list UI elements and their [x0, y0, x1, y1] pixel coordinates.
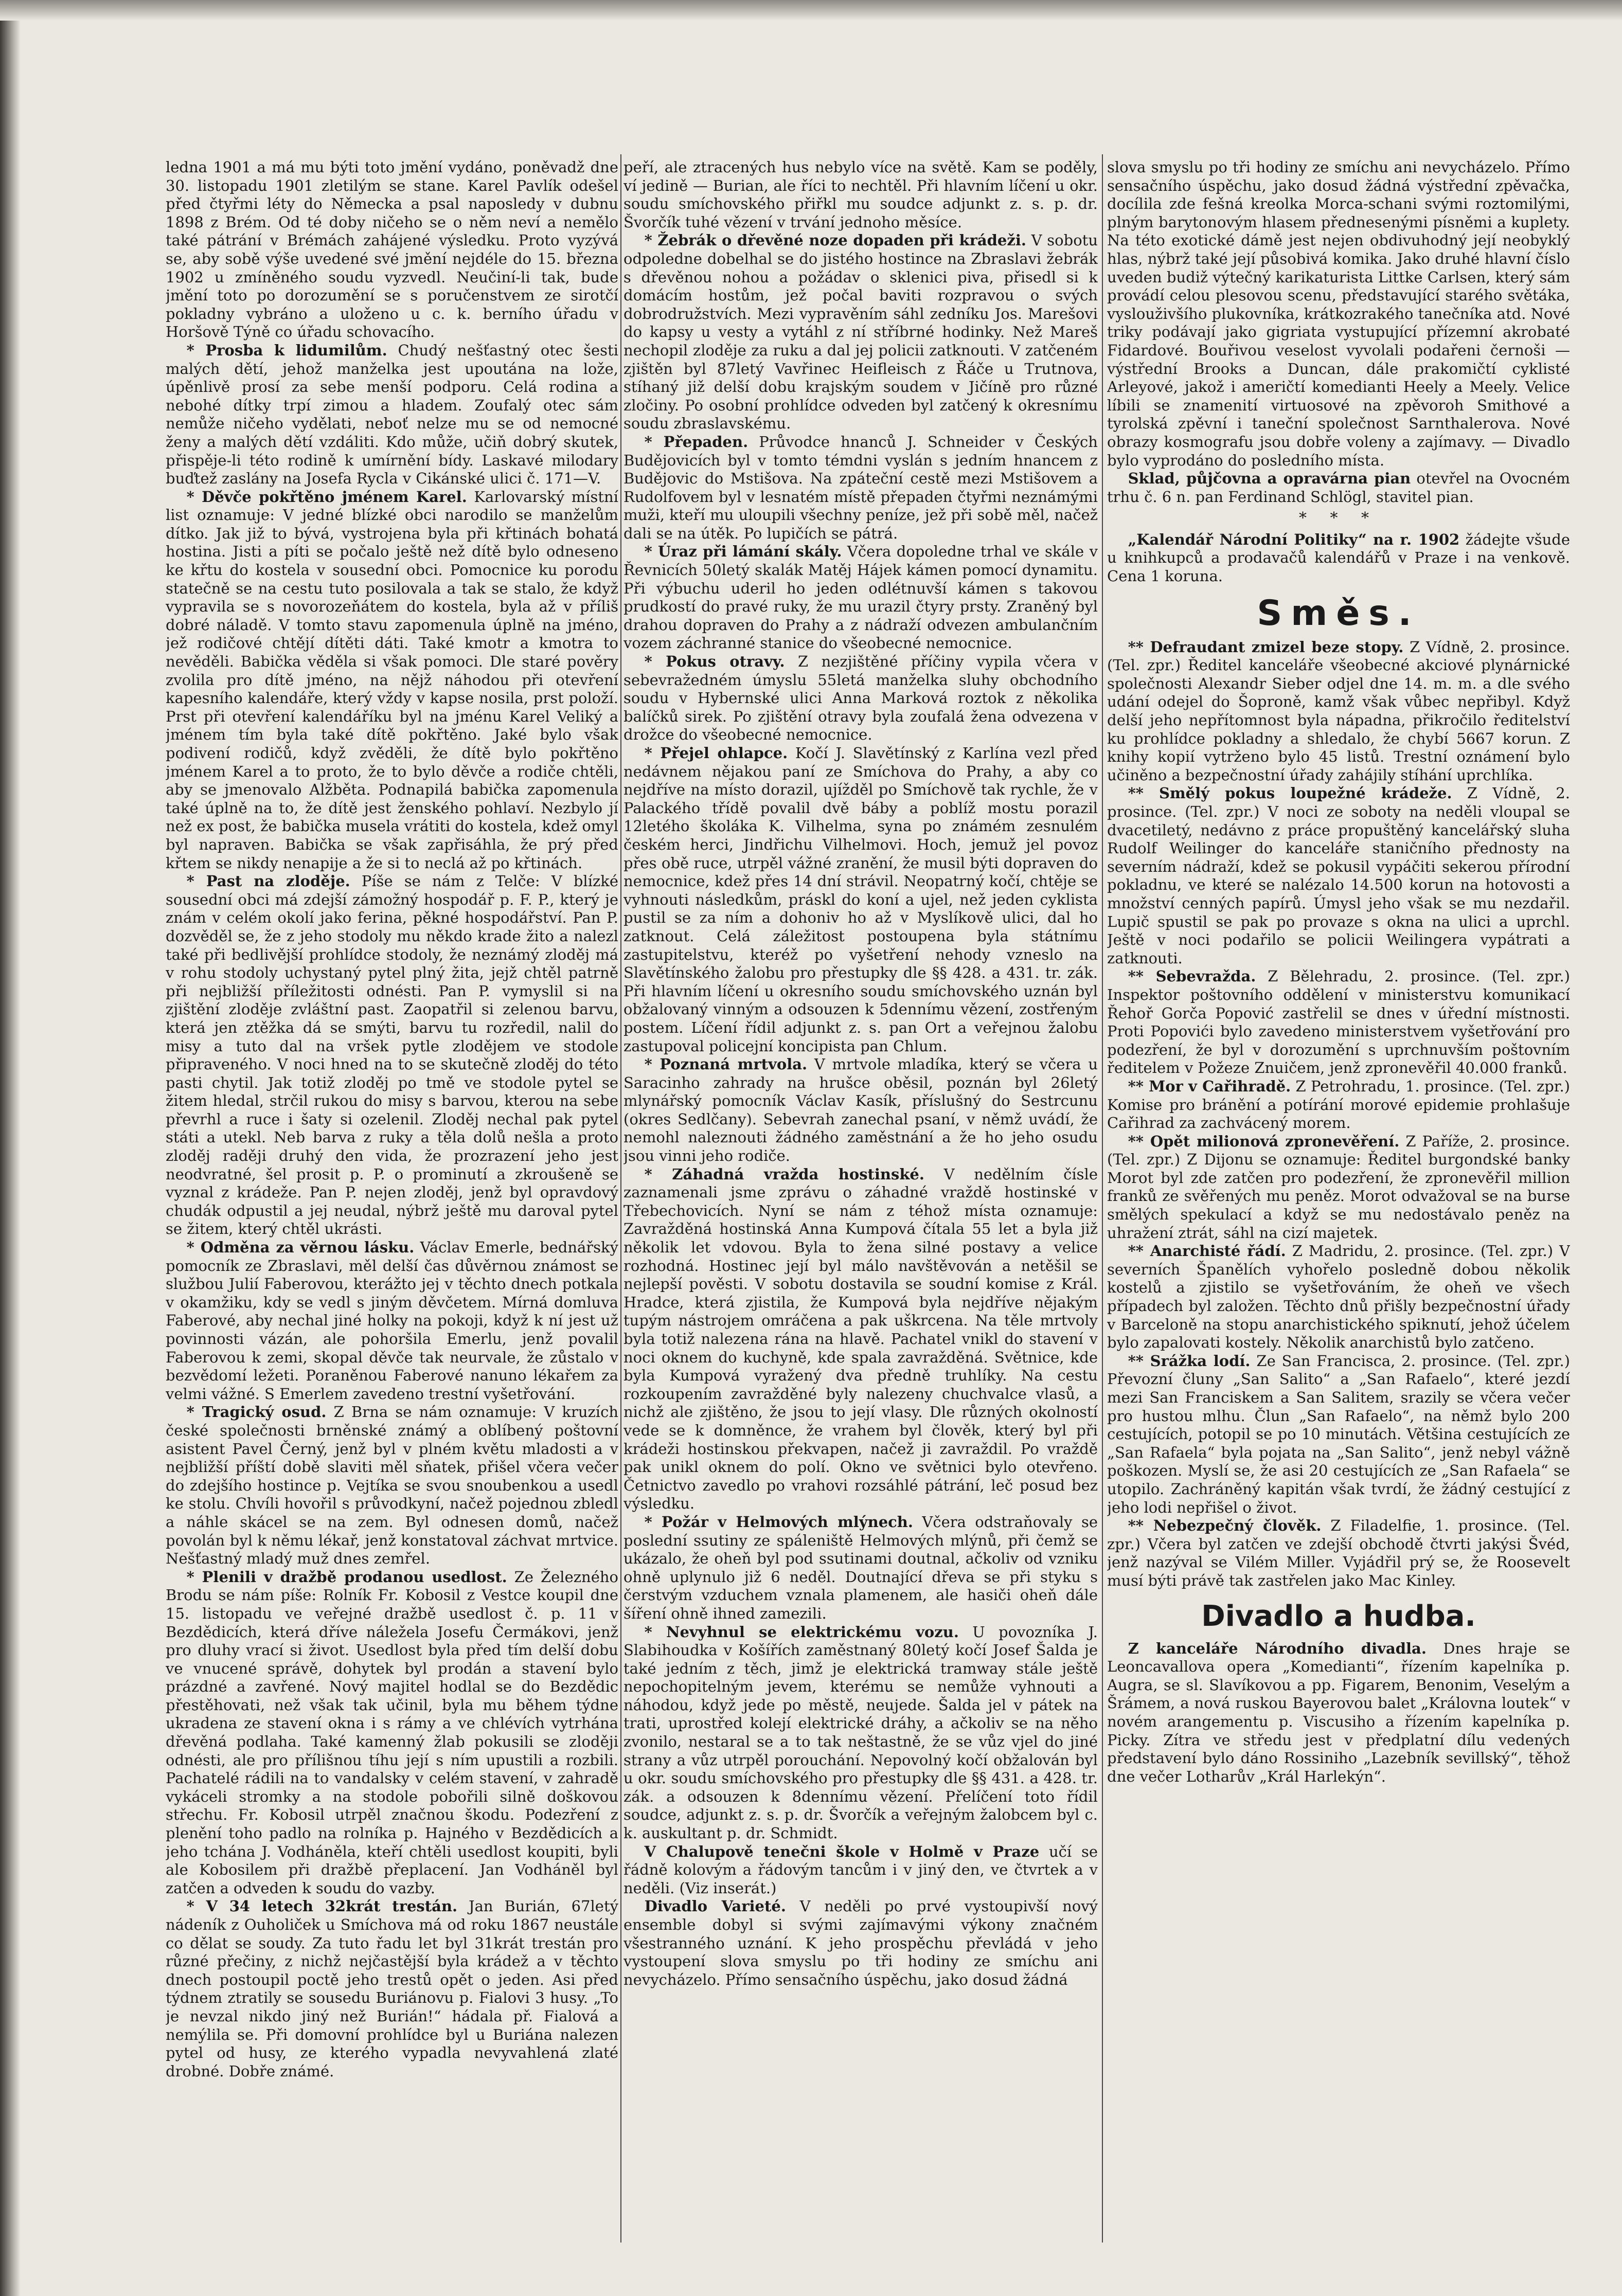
scan-top-edge — [0, 0, 1622, 21]
article-headline: Z kanceláře Národního divadla. — [1128, 1639, 1427, 1657]
article-headline: ** Srážka lodí. — [1128, 1352, 1251, 1370]
article-prejel — [623, 744, 1098, 1055]
article-text: Průvodce hnanců J. Schneider v Českých Budějovicích byl v tomto témdni vyslán s jedním hnancem z Budějovic do Mstišova. Na zpáteční cestě mezi Mstišovem a Rudolfovem byl v lesnatém místě přepaden čtyřmi neznámými muži, kteří mu uloupili všechny peníze, jež při sobě měl, načež dali se na útěk. Po lupičích se pátrá. — [623, 433, 1098, 542]
article-taneční-skola — [623, 1843, 1098, 1898]
column-rule-1 — [620, 154, 621, 2243]
article-headline: ** Defraudant zmizel beze stopy. — [1128, 638, 1404, 656]
article-headline: * Přejel ohlapce. — [644, 744, 788, 762]
article-paragraph: slova smyslu po tři hodiny ze smíchu ani nevycházelo. Přímo sensačního úspěchu, jako dosud žádná výstřední zpěvačka, docílila zde fešná kreolka Morca-schani svými roztomilými, plným barytonovým hlasem přednesenými písněmi a kuplety. Na této exotické dámě jest nejen obdivuhodný její neobyklý hlas, nýbrž také její působivá komika. Jako druhé hlavní číslo uveden budiž výtečný karikaturista Littke Carlsen, který sám provádí celou plesovou scenu, představující starého světáka, vyslouživšího plukovníka, krátkozrakého tanečníka atd. Nové triky podávají jako gigriata vystupující přízemní akrobaté Fidardové. Bouřivou veselost vyvolali podařeni černoši — výstřední Brooks a Duncan, dále prakomičtí cyklisté Arleyové, jakož i američtí komedianti Heely a Meely. Velice líbili se znamenití virtuosové na zpěvoroh Smithové a tyrolská zpěvní i taneční společnost Sarnthalerova. Nové obrazy kosmografu jsou dobře voleny a zajímavy. — Divadlo bylo vyprodáno do posledního místa. — [1107, 158, 1570, 469]
article-headline: * Past na zloděje. — [186, 872, 350, 890]
article-headline: ** Mor v Cařihradě. — [1128, 1077, 1291, 1095]
article-zebrak — [623, 231, 1098, 433]
article-headline: ** Sebevražda. — [1128, 967, 1256, 985]
article-defraudant — [1107, 638, 1570, 785]
article-text: Z Vídně, 2. prosince. (Tel. zpr.) Ředitel kanceláře všeobecné akciové plynárnické společnosti Alexandr Sieber odjel dne 14. m. m. a dle svého udání odejel do Šoproně, kamž však vůbec nepřibyl. Když delší jeho nepřítomnost byla nápadna, přikročilo ředitelství ku prohlídce pokladny a shledalo, že chybí 5667 korun. Z knihy kopií vytrženo bylo 45 listů. Trestní oznámení bylo učiněno a bezpečnostní úřady zahájily stíhání uprchlíka. — [1107, 638, 1570, 784]
article-text: V sobotu odpoledne dobelhal se do jistého hostince na Zbraslavi žebrák s dřevěnou nohou a požádav o sklenici piva, přisedl si k domácím hostům, jež počal baviti rozpravou o svých dobrodružstvích. Mezi vypravěním sáhl zedníku Jos. Marešovi do kapsy u vesty a vytáhl z ní stříbrné hodinky. Než Mareš nechopil zloděje za ruku a dal jej policii zatknouti. V zatčeném zjištěn byl 87letý Vavřinec Heifleisch z Řáče u Trutnova, stíhaný již delší dobu krajským soudem v Jičíně pro různé zločiny. Po osobní prohlídce odveden byl zatčený k okresnímu soudu zbraslavskému. — [623, 231, 1098, 433]
article-odmena — [166, 1239, 618, 1403]
article-headline: * Pokus otravy. — [644, 653, 785, 671]
article-text: Ze Železného Brodu se nám píše: Rolník Fr. Kobosil z Vestce koupil dne 15. listopadu ve veřejné dražbě usedlost č. p. 11 v Bezdědicích, která dříve náležela Josefu Čermákovi, jenž pro dluhy vrací si život. Usedlost byla před tím delší dobu ve vnucené správě, dohytek byl prodán a stavení bylo prázdné a zavřené. Nový majitel hodlal se do Bezdědic přestěhovati, než však tak učinil, byla mu během týdne ukradena ze stavení okna i s rámy a ve chlévích vytrhána dřevěná podlaha. Také kamenný žlab pokusili se zloději odnésti, ale pro přílišnou tíhu její s ním upustili a rozbili. Pachatelé rádili na to vandalsky v celém stavení, v zahradě vykáceli stromky a na stodole pobořili silně doškovou střechu. Fr. Kobosil utrpěl značnou škodu. Podezření z plenění toho padlo na rolníka p. Hajného v Bezdědicích a jeho tchána J. Vodháněla, kteří chtěli usedlost koupiti, byli ale Kobosilem při dražbě přeplacení. Jan Vodháněl byl zatčen a odveden k soudu do vazby. — [166, 1568, 618, 1897]
article-srazka — [1107, 1352, 1570, 1517]
article-headline: * V 34 letech 32krát trestán. — [186, 1897, 458, 1915]
article-zpronevera — [1107, 1133, 1570, 1243]
article-headline: * Úraz při lámání skály. — [644, 543, 842, 561]
column-1 — [166, 158, 618, 2236]
article-text: V nedělním čísle zaznamenali jsme zprávu o záhadné vraždě hostinské v Třebechovicích. Nyní se nám z téhož místa oznamuje: Zavražděná hostinská Anna Kumpová čítala 55 let a byla již několik let vdovou. Byla to žena silné postavy a velice rozhodná. Hostinec její byl málo navštěvován a netěšil se nejlepší pověsti. V sobotu dostavila se soudní komise z Král. Hradce, která zjistila, že Kumpová byla nejdříve nějakým tupým nástrojem omráčena a pak uškrcena. Na těle mrtvoly byla totiž nalezena rána na hlavě. Pachatel vnikl do stavení v noci oknem do kuchyně, kde spala zavražděná. Světnice, kde byla Kumpová vyražený dva předně truhlíky. Na cestu rozkoupením zavražděné byly nalezeny chuchvalce vlasů, a nichž ale zjištěno, že jsou to její vlasy. Dle různých okolností vede se k domněnce, že vrahem byl člověk, který byl při krádeži hostinskou překvapen, načež ji zavraždil. Po vraždě pak unikl oknem do polí. Okno ve světnici bylo otevřeno. Četnictvo zavedlo po vrahovi rozsáhlé pátrání, leč posud bez výsledku. — [623, 1165, 1098, 1513]
article-sebevrazda — [1107, 967, 1570, 1078]
article-text: učí se řádně kolovým a řádovým tancům i v jiný den, ve čtvrtek a v neděli. (Viz inserát.) — [623, 1842, 1098, 1897]
article-text: Kočí J. Slavětínský z Karlína vezl před nedávnem nějakou paní ze Smíchova do Prahy, a aby co nejdříve na místo dorazil, ujížděl po Smíchově tak rychle, že v Palackého třídě povalil dvě báby a poblíž mostu porazil 12letého školáka K. Vilhelma, syna po známém zesnulém českém herci, Jindřichu Vilhelmovi. Hoch, jemuž jel povoz přes obě ruce, utrpěl vážné zranění, že musil býti dopraven do nemocnice, kdež přes 14 dní strávil. Neopatrný kočí, chtěje se vyhnouti následkům, práskl do koní a ujel, než jeden cyklista pustil se za ním a dohoniv ho až v Myslíkově ulici, dal ho zatknout. Celá záležitost postoupena byla státnímu zastupitelstvu, kteréž po vyšetření nehody vzneslo na Slavětínského žalobu pro přestupky dle §§ 428. a 431. tr. zák. Při hlavním líčení u okresního soudu smíchovského uznán byl obžalovaný vinným a odsouzen k 5dennímu vězení, zostřeným postem. Líčení řídil adjunkt z. s. pan Ort a veřejnou žalobu zastupoval policejní koncipista pan Chlum. — [623, 744, 1098, 1055]
article-headline: * Poznaná mrtvola. — [644, 1055, 808, 1073]
article-clovek — [1107, 1517, 1570, 1590]
article-text: Ze San Francisca, 2. prosince. (Tel. zpr.) Převozní čluny „San Salito“ a „San Rafaelo“, které jezdí mezi San Franciskem a San Salitem, srazily se včera večer pro hustou mlhu. Člun „San Rafaelo“, na němž bylo 200 cestujících, potopil se po 10 minutách. Většina cestujících ze „San Rafaela“ byla pojata na „San Salito“, jenž nebyl vážně poškozen. Myslí se, že asi 20 cestujících ze „San Rafaela“ se utopilo. Zachráněný kapitán však tvrdí, že žádný cestující z jeho lodi nepřišel o život. — [1107, 1352, 1570, 1516]
article-text: Z Vídně, 2. prosince. (Tel. zpr.) V noci ze soboty na neděli vloupal se dvacetiletý, nedávno z práce propuštěný kancelářský sluha Rudolf Weilinger do kanceláře staničního přednosty na severním nádraží, kdež se pokusil vypáčiti sekerou přírodní pokladnu, ve které se nalézalo 14.500 korun na hotovosti a množství cenných papírů. Úmysl jeho však se mu nezdařil. Lupič spustil se pak po provaze s okna na ulici a uprchl. Ještě v noci podařilo se policii Weilingera vypátrati a zatknouti. — [1107, 784, 1570, 967]
article-vrazda — [623, 1165, 1098, 1513]
article-headline: * Nevyhnul se elektrickému vozu. — [644, 1623, 959, 1641]
article-text: V mrtvole mladíka, který se včera u Saracinho zahrady na hrušce oběsil, poznán byl 26letý mlynářský pomocník Václav Kasík, příslušný do Sestrcunu (okres Sedlčany). Sebevrah zanechal psaní, v němž uvádí, že nemohl naleznouti žádného zaměstnání a že ho jeho osudu jsou vinni jeho rodiče. — [623, 1055, 1098, 1165]
article-text: Jan Burián, 67letý nádeník z Ouholiček u Smíchova má od roku 1867 neustále co dělat se soudy. Za tuto řadu let byl 31krát trestán pro různé přečiny, z nichž nejčastější byla krádež a v těchto dnech postoupil poctě jeho trestů opět o jeden. Asi před týdnem ztratily se sousedu Buriánovu p. Fialovi 3 husy. „To je nevzal nikdo jiný než Burián!“ hádala př. Fialová a nemýlila se. Při domovní prohlídce byl u Buriána nalezen pytel od husy, ze kterého vypadla nevyvahlená zlaté drobné. Dobře známé. — [166, 1897, 618, 2080]
article-headline: Divadlo Varieté. — [644, 1897, 786, 1915]
article-headline: * Požár v Helmových mlýnech. — [644, 1513, 913, 1531]
article-pokus — [1107, 784, 1570, 967]
article-text: Včera dopoledne trhal ve skále v Řevnicích 50letý skalák Matěj Hájek kámen pomocí dynamitu. Při výbuchu uderil ho jeden odlétnuvší kámen s takovou prudkostí do pravé ruky, že mu urazil čtyry prsty. Zraněný byl drahou dopraven do Prahy a z nádraží odvezen ambulančním vozem záchranné stanice do všeobecné nemocnice. — [623, 543, 1098, 652]
article-text: Z Brna se nám oznamuje: V kruzích české společnosti brněnské známý a oblíbený poštovní asistent Pavel Černý, jenž byl v plném květu mladosti a v nejbližší příští době slaviti měl sňatek, přišel včera večer do zdejšího hostince p. Vejtíka se svou snoubenkou a usedl ke stolu. Chvíli hovořil s průvodkyní, načež pojednou zbledl a náhle skácel se na zem. Byl odnesen domů, načež povolán byl k němu lékař, jenž konstatoval záchvat mrtvice. Nešťastný mladý muž dnes zemřel. — [166, 1403, 618, 1568]
article-headline: * Odměna za věrnou lásku. — [186, 1239, 415, 1257]
article-headline: ** Anarchisté řádí. — [1128, 1242, 1286, 1260]
article-text: Z Madridu, 2. prosince. (Tel. zpr.) V severních Španělích vyhořelo posledně dobou několik kostelů a zjistilo se vyšetřováním, že oheň ve všech případech byl založen. Těchto dnů přišly bezpečnostní úřady v Barceloně na stopu anarchistického spiknutí, jehož účelem bylo zapalovati kostely. Několik anarchistů bylo zatčeno. — [1107, 1242, 1570, 1352]
article-headline: * Přepaden. — [644, 433, 748, 451]
article-mrtvola — [623, 1055, 1098, 1165]
column-rule-2 — [1102, 154, 1103, 2243]
article-headline: * Děvče pokřtěno jménem Karel. — [186, 488, 467, 506]
article-uraz — [623, 543, 1098, 653]
article-headline: ** Opět milionová zpronevěření. — [1128, 1132, 1400, 1150]
section-title-divadlo: Divadlo a hudba. — [1201, 1599, 1476, 1633]
article-text: Chudý nešťastný otec šesti malých dětí, jehož manželka jest upoutána na lože, úpěnlivě prosí za sebe menší podporu. Celá rodina a nebohé dítky trpí zimou a hladem. Zoufalý otec sám nemůže ničeho vydělati, neboť nelze mu se od nemocné ženy a malých dětí vzdáliti. Kdo může, učiň dobrý skutek, přispěje-li této rodině k umírnění bídy. Laskavé milodary buďtež zaslány na Josefa Rycla v Cikánské ulici č. 171—V. — [166, 341, 618, 488]
article-plenili — [166, 1568, 618, 1898]
article-text: Včera odstraňovaly se poslední ssutiny ze spáleniště Helmových mlýnů, při čemž se ukázalo, že oheň byl pod ssutinami doutnal, ačkoliv od vzniku ohně uplynulo již 6 neděl. Doutnající dřeva se při styku s čerstvým vzduchem vznala plamenem, ale hasiči oheň dále šíření ohně ihned zamezili. — [623, 1513, 1098, 1622]
article-text: žádejte všude u knihkupců a prodavačů kalendářů v Praze i na venkově. Cena 1 koruna. — [1107, 530, 1570, 585]
article-text: Z nezjištěné příčiny vypila včera v sebevražedném úmyslu 55letá manželka sluhy obchodního soudu v Hybernské ulici Anna Marková roztok z několika balíčků sirek. Po zjištění otravy byla zoufalá žena odvezena v drožce do všeobecné nemocnice. — [623, 653, 1098, 744]
article-pianos — [1107, 470, 1570, 506]
article-headline: * Žebrák o dřevěné noze dopaden při krádeži. — [644, 231, 1026, 249]
article-headline: * Záhadná vražda hostinské. — [644, 1165, 924, 1183]
article-text: Z Filadelfie, 1. prosince. (Tel. zpr.) Včera byl zatčen ve zdejší obchodě čtvrti jakýsi Švéd, jenž nazýval se Vilém Miller. Vyjádřil prý se, že Roosevelt musí býti právě tak zastřelen jako Mac Kinley. — [1107, 1517, 1570, 1589]
article-headline: V Chalupově tenečni škole v Holmě v Praze — [644, 1842, 1040, 1860]
article-headline: ** Nebezpečný člověk. — [1128, 1517, 1322, 1535]
article-prepaden — [623, 433, 1098, 543]
article-prosba — [166, 342, 618, 488]
article-devce — [166, 488, 618, 872]
column-2 — [623, 158, 1098, 2236]
article-pozar — [623, 1513, 1098, 1623]
article-tragicky — [166, 1403, 618, 1568]
article-elektricky — [623, 1623, 1098, 1843]
separator-stars: * * * — [1298, 509, 1379, 528]
article-text: Z Bělehradu, 2. prosince. (Tel. zpr.) Inspektor poštovního oddělení v ministerstvu komunikací Řehoř Gorča Popović zastřelil se dnes v úřední místnosti. Proti Popovići bylo zavedeno ministerstvem vyšetřování pro podezření, že byl v dorozumění s uprchnuvším poštovním ředitelem v Požeze Znuičem, jenž zpronevěřil 40.000 franků. — [1107, 967, 1570, 1077]
article-headline: * Prosba k lidumilům. — [186, 341, 387, 359]
article-text: Dnes hraje se Leoncavallova opera „Komedianti“, řízením kapelníka p. Augra, se sl. Slavíkovou a pp. Figarem, Benonim, Veselým a Šrámem, a nová ruskou Bayerovou balet „Královna loutek“ v novém arangementu p. Viscusiho a řízením kapelníka p. Picky. Zítra ve středu jest v předplatní dílu vedených představení bylo dáno Rossiniho „Lazebník sevillský“, těhož dne večer Lotharův „Král Harlekýn“. — [1107, 1639, 1570, 1785]
kalendar-notice — [1107, 531, 1570, 586]
article-text: V neděli po prvé vystoupivší nový ensemble dobyl si svými zajímavými výkony značném všestranného uznání. K jeho prospěchu převládá v jeho vystoupení slova smyslu po tři hodiny ze smíchu ani nevycházelo. Přímo sensačního úspěchu, jako dosud žádná — [623, 1897, 1098, 1988]
article-text: Z Petrohradu, 1. prosince. (Tel. zpr.) Komise pro bránění a potírání morové epidemie prohlašuje Cařihrad za zachvácený morem. — [1107, 1077, 1570, 1132]
article-trestan — [166, 1897, 618, 2080]
article-text: Karlovarský místní list oznamuje: V jedné blízké obci narodilo se manželům dítko. Jak již to bývá, vystrojena byla při křtinách bohatá hostina. Jisti a píti se počalo ještě než dítě bylo odneseno ke křtu do kostela v sousední obci. Pomocnice ku porodu statečně se na cestu tuto posilovala a tak se stalo, že když vypravila se s novorozeňátem do kostela, byla až v příliš dobré náladě. V tomto stavu zapomenula úplně na jméno, jež rodičové chtějí dítěti dáti. Také kmotr a kmotra to nevěděli. Babička věděla si však pomoci. Dle staré pověry zvolila pro dítě jméno, na nějž náhodou při otevření kapesního kalendáře, který vždy v kapse nosila, prst položí. Prst při otevření kalendáříku byl na jménu Karel Veliký a jménem tím byla také dítě pokřtěno. Jaké bylo však podivení rodičů, když zvěděli, že dítě bylo pokřtěno jménem Karel a to proto, že to bylo děvče a rodiče chtěli, aby se jmenovalo Alžběta. Podnapilá babička zapomenula také úplně na to, že dítě jest ženského pohlaví. Nezbylo jí než ex post, že babička musela vrátiti do kostela, kdež omyl byl napraven. Babička se však zapřisáhla, že prý před křtem se nikdy nenapije a že si to neclá až po křtinách. — [166, 488, 618, 872]
article-past — [166, 872, 618, 1239]
column-3 — [1107, 158, 1570, 2236]
article-text: Píše se nám z Telče: V blízké sousední obci má zdejší zámožný hospodář p. F. P., který je znám v celém okolí jako ferina, pěkné hospodářství. Pan P. dozvěděl se, že z jeho stodoly mu někdo krade žito a nalezl také při bedlivější prohlídce stodoly, že neznámý zloděj má v rohu stodoly uchystaný pytel plný žita, jejž chtěl patrně při nejbližší příležitosti odnésti. Pan P. vymyslil si na zjištění zloděje zvláštní past. Zaopatřil si zelenou barvu, která jen ztěžka dá se smýti, barvu tu rozředil, nalil do misy a tuto dal na vršek pytle zlodějem ve stodole připraveného. V noci hned na to se skutečně zloděj do této pasti chytil. Jak totiž zloděj po tmě ve stodole pytel se žitem hledal, strčil rukou do misy s barvou, kterou na sebe převrhl a ruce i šaty si ozelenil. Zloděj nechal pak pytel státi a utekl. Neb barva z ruky a těla dolů nešla a proto zloděj raději druhý den vida, že prozrazení jeho jest neodvratné, šel prosit p. P. o prominutí a zkroušeně se vyznal z krádeže. Pan P. nejen zloděj, jenž byl opravdový chudák odpustil a jej neudal, nýbrž ještě mu daroval pytel se žitem, který chtěl ukrásti. — [166, 872, 618, 1238]
article-text: Václav Emerle, bednářský pomocník ze Zbraslavi, měl delší čas důvěrnou známost se službou Julií Faberovou, kterážto jej v těchto dnech potkala v okamžiku, kdy se vedl s jiným děvčetem. Mírná domluva Faberové, aby nechal jiné holky na pokoji, když k ní jest už povinnosti vázán, ale pohoršila Emerlu, jenž povalil Faberovou k zemi, skopal děvče tak neurvale, že zůstalo v bezvědomí ležeti. Poraněnou Faberové nanuno lékařem za velmi vážné. S Emerlem zavedeno trestní vyšetřování. — [166, 1239, 618, 1403]
article-text: Z Paříže, 2. prosince. (Tel. zpr.) Z Dijonu se oznamuje: Ředitel burgondské banky Morot byl zde zatčen pro podezření, že zpronevěřil million franků ze svěřených mu peněz. Morot odvažoval se na burse smělých spekulací a když se mu nedostávalo peněz na uhražení ztrát, sáhl na cizí majetek. — [1107, 1132, 1570, 1242]
article-headline: Sklad, půjčovna a opravárna pian — [1128, 470, 1411, 488]
article-text: otevřel na Ovocném trhu č. 6 n. pan Ferdinand Schlögl, stavitel pian. — [1107, 470, 1570, 506]
article-anarchiste — [1107, 1242, 1570, 1352]
article-text: U povozníka J. Slabihoudka v Košířích zaměstnaný 80letý kočí Josef Šalda je také jedním z těch, jimž je elektrická tramway stále ještě nepochopitelným jevem, kterému se nemůže vyhnouti a náhodou, když jede po městě, neujede. Šalda jel v pátek na trati, uprostřed kolejí elektrické dráhy, a ačkoliv se na něho zvonilo, nestaral se a to tak neštastně, že se vůz vjel do jiné strany a vůz utrpěl porouchání. Nepovolný kočí obžalován byl u okr. soudu smíchovského pro přestupky dle §§ 431. a 428. tr. zák. a odsouzen k 8dennímu vězení. Přelíčení toto řídil soudce, adjunkt z. s. p. dr. Švorčík a veřejným žalobcem byl c. k. auskultant p. dr. Schmidt. — [623, 1623, 1098, 1842]
scan-left-edge — [0, 0, 21, 2296]
article-headline: ** Smělý pokus loupežné krádeže. — [1128, 784, 1452, 802]
article-mor — [1107, 1078, 1570, 1133]
article-paragraph: ledna 1901 a má mu býti toto jmění vydáno, poněvadž dne 30. listopadu 1901 zletilým se stane. Karel Pavlík odešel před čtyřmi léty do Německa a psal naposledy v dubnu 1898 z Brém. Od té doby ničeho se o něm neví a nemělo také pátrání v Brémách zahájené výsledku. Proto vyzývá se, aby sobě výše uvedené své jmění nejdéle do 15. března 1902 u zmíněného soudu vyzvedl. Neučiní-li tak, bude jmění toto po dorozumění se s poručenstvem ze sirotčí pokladny vybráno a uloženo u c. k. berního úřadu v Horšově Týně co úřadu schovacího. — [166, 158, 618, 341]
article-varieté — [623, 1897, 1098, 1989]
article-paragraph: peří, ale ztracených hus nebylo více na světě. Kam se poděly, ví jedině — Burian, ale říci to nechtěl. Při hlavním líčení u okr. soudu smíchovského přiřkl mu soudce adjunkt z. s. p. dr. Švorčík tuhé vězení v trvání jednoho měsíce. — [623, 158, 1098, 231]
article-otrava — [623, 653, 1098, 744]
article-narodni-divadlo — [1107, 1640, 1570, 1786]
article-headline: „Kalendář Národní Politiky“ na r. 1902 — [1128, 530, 1460, 548]
section-title-smes: Směs. — [1257, 593, 1420, 634]
article-headline: * Tragický osud. — [186, 1403, 327, 1421]
article-headline: * Plenili v dražbě prodanou usedlost. — [186, 1568, 507, 1586]
